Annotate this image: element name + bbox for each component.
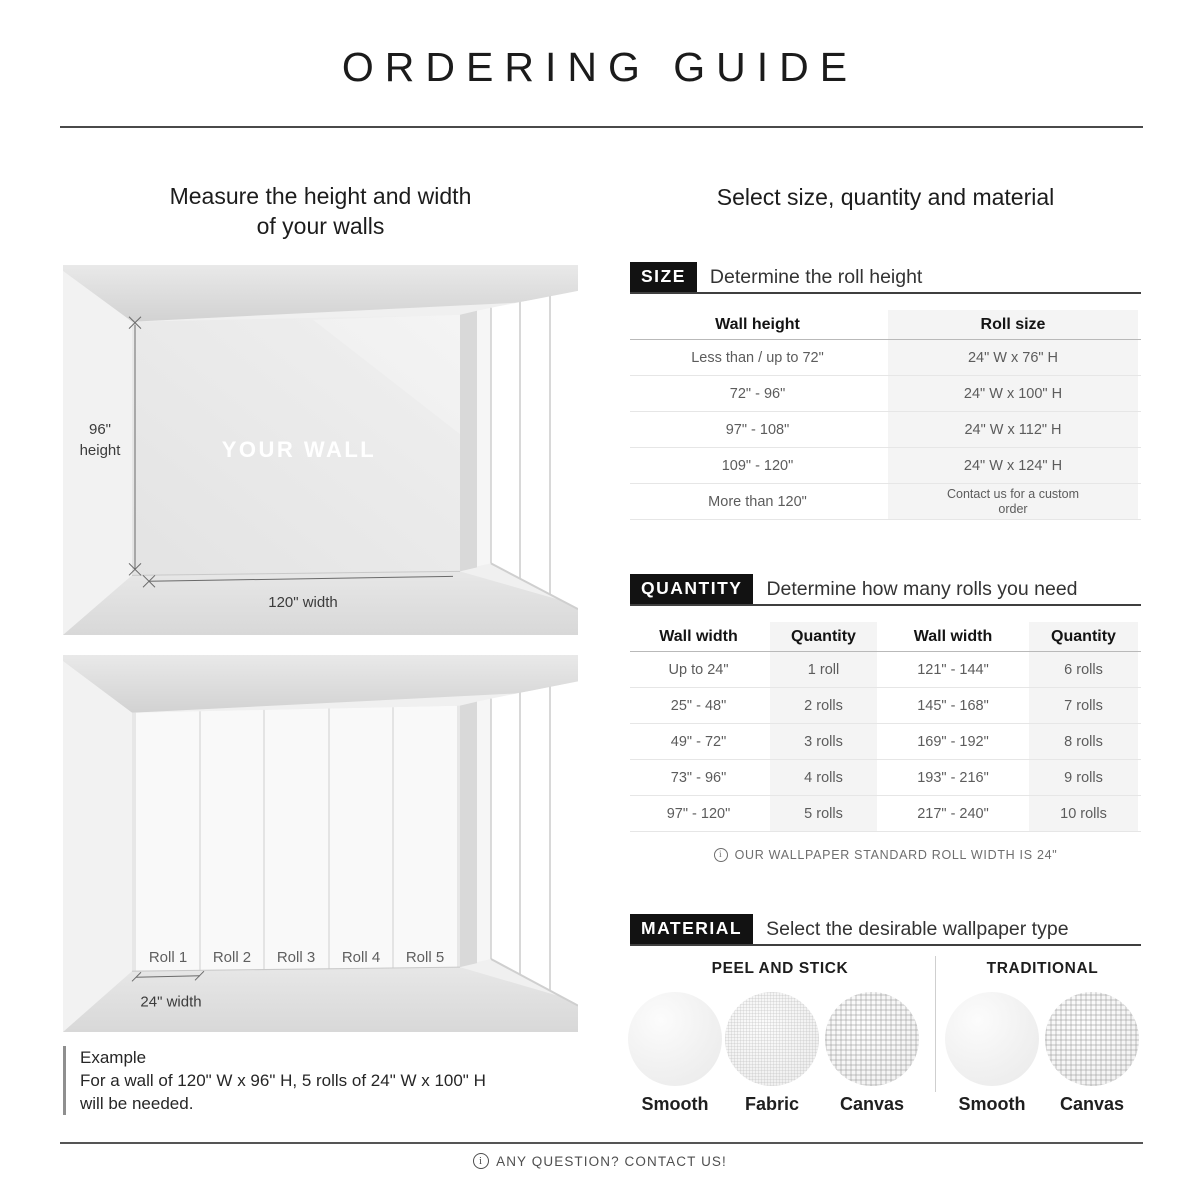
size-section-header — [630, 262, 1141, 294]
page-title: ORDERING GUIDE — [341, 44, 859, 90]
room-illustration-rolls — [63, 655, 578, 1032]
roll-size-cell: 24" W x 100" H — [885, 376, 1141, 411]
size-table-row — [630, 376, 1141, 412]
size-table-header-row — [630, 310, 1141, 340]
roll-size-cell — [885, 484, 1141, 519]
quantity-cell: 3 rolls — [767, 724, 880, 759]
roll-width-measurement-label: 24" width — [140, 993, 202, 1011]
quantity-section-title: Determine how many rolls you need — [766, 578, 1078, 600]
quantity-table-row — [630, 760, 1141, 796]
roll-size-column-header: Roll size — [885, 310, 1141, 339]
swatch-smooth-peel-and-stick — [628, 992, 722, 1086]
wall-width-cell: 97" - 120" — [666, 805, 731, 822]
swatch-smooth-traditional — [945, 992, 1039, 1086]
swatch-fabric-peel-and-stick — [725, 992, 819, 1086]
quantity-cell: 9 rolls — [1026, 760, 1141, 795]
footer-divider — [60, 1142, 1143, 1144]
left-heading-line2: of your walls — [256, 213, 385, 239]
material-badge: MATERIAL — [630, 914, 753, 944]
standard-roll-width-text: OUR WALLPAPER STANDARD ROLL WIDTH IS 24" — [734, 848, 1058, 862]
quantity-cell: 1 roll — [767, 652, 880, 687]
wall-width-cell: Up to 24" — [668, 661, 729, 678]
room2-left-wall — [63, 661, 132, 1032]
size-table-row — [630, 340, 1141, 376]
roll-panel-label: Roll 3 — [276, 948, 316, 967]
quantity-table-row — [630, 796, 1141, 832]
room-illustration-measured-wall — [63, 265, 578, 635]
wall-width-cell: 121" - 144" — [917, 661, 989, 678]
info-icon: i — [714, 848, 728, 862]
quantity-badge: QUANTITY — [630, 574, 753, 604]
contact-text: ANY QUESTION? CONTACT US! — [496, 1153, 727, 1169]
size-table-row — [630, 448, 1141, 484]
quantity-section-header — [630, 574, 1141, 606]
room1-window-frame — [477, 308, 491, 567]
contact-note — [0, 1153, 1200, 1169]
roll-panel-label: Roll 1 — [148, 948, 188, 967]
quantity-table-row — [630, 652, 1141, 688]
quantity-cell: 7 rolls — [1026, 688, 1141, 723]
swatch-label: Canvas — [1059, 1094, 1125, 1114]
swatch-label: Smooth — [641, 1094, 709, 1114]
wall-height-column-header: Wall height — [715, 315, 800, 333]
title-divider — [60, 126, 1143, 128]
size-table-row — [630, 412, 1141, 448]
standard-roll-width-note — [630, 848, 1141, 862]
info-icon: i — [473, 1153, 489, 1169]
material-section-header — [630, 914, 1141, 946]
room1-window-return-wall — [460, 311, 477, 572]
your-wall-label: YOUR WALL — [221, 437, 377, 462]
size-table-row — [630, 484, 1141, 520]
swatch-canvas-peel-and-stick — [825, 992, 919, 1086]
room2-roll-panels — [136, 706, 457, 971]
roll-panel-label: Roll 4 — [341, 948, 381, 967]
quantity-table-header-row — [630, 622, 1141, 652]
room2-window-panes — [491, 681, 578, 1005]
right-column-heading: Select size, quantity and material — [716, 184, 1055, 210]
size-badge: SIZE — [630, 262, 697, 292]
quantity-cell: 10 rolls — [1026, 796, 1141, 831]
wall-height-cell: Less than / up to 72" — [691, 349, 824, 366]
size-section-title: Determine the roll height — [709, 266, 923, 288]
quantity-cell: 8 rolls — [1026, 724, 1141, 759]
example-line2: will be needed. — [80, 1094, 194, 1113]
material-section-title: Select the desirable wallpaper type — [766, 918, 1069, 940]
wall-height-cell: 109" - 120" — [721, 457, 794, 474]
quantity-table-row — [630, 688, 1141, 724]
room2-window-frame — [477, 699, 491, 962]
quantity-cell: 6 rolls — [1026, 652, 1141, 687]
wall-height-cell: 97" - 108" — [725, 421, 790, 438]
room1-window-panes — [491, 291, 578, 609]
roll-size-cell: 24" W x 112" H — [885, 412, 1141, 447]
wall-width-cell: 193" - 216" — [917, 769, 989, 786]
traditional-group-header: TRADITIONAL — [986, 960, 1099, 977]
example-note — [63, 1046, 543, 1115]
swatch-label: Smooth — [958, 1094, 1026, 1114]
wall-height-cell: More than 120" — [708, 493, 807, 510]
roll-size-cell: 24" W x 76" H — [885, 340, 1141, 375]
wall-width-column-header: Wall width — [659, 627, 738, 645]
width-measurement-label: 120" width — [268, 594, 338, 612]
peel-and-stick-group-header: PEEL AND STICK — [711, 960, 849, 977]
left-heading-line1: Measure the height and width — [169, 183, 472, 209]
wall-width-cell: 169" - 192" — [917, 733, 989, 750]
roll-size-cell: 24" W x 124" H — [885, 448, 1141, 483]
wall-width-cell: 73" - 96" — [670, 769, 727, 786]
roll-panel-label: Roll 2 — [212, 948, 252, 967]
swatch-label: Canvas — [839, 1094, 905, 1114]
wall-width-column-header: Wall width — [913, 627, 993, 645]
example-line1: For a wall of 120" W x 96" H, 5 rolls of 24" W x 100" H — [80, 1071, 486, 1090]
swatch-label: Fabric — [744, 1094, 800, 1114]
height-measurement-word: height — [79, 442, 121, 459]
wall-width-cell: 49" - 72" — [670, 733, 727, 750]
wall-width-cell: 145" - 168" — [917, 697, 989, 714]
material-group-divider — [935, 956, 936, 1092]
roll-panel-label: Roll 5 — [405, 948, 445, 967]
example-heading: Example — [80, 1048, 147, 1067]
height-measurement-value: 96" — [89, 421, 111, 439]
wall-width-cell: 217" - 240" — [917, 805, 989, 822]
quantity-column-header: Quantity — [767, 622, 880, 651]
swatch-canvas-traditional — [1045, 992, 1139, 1086]
quantity-table-row — [630, 724, 1141, 760]
quantity-column-header: Quantity — [1026, 622, 1141, 651]
wall-width-cell: 25" - 48" — [670, 697, 727, 714]
room2-window-return-wall — [460, 702, 477, 968]
quantity-table — [630, 622, 1141, 832]
left-column-heading — [63, 181, 578, 241]
wall-height-cell: 72" - 96" — [729, 385, 786, 402]
size-table — [630, 310, 1141, 520]
quantity-cell: 2 rolls — [767, 688, 880, 723]
quantity-cell: 4 rolls — [767, 760, 880, 795]
custom-order-note: Contact us for a custom order — [946, 486, 1079, 516]
quantity-cell: 5 rolls — [767, 796, 880, 831]
